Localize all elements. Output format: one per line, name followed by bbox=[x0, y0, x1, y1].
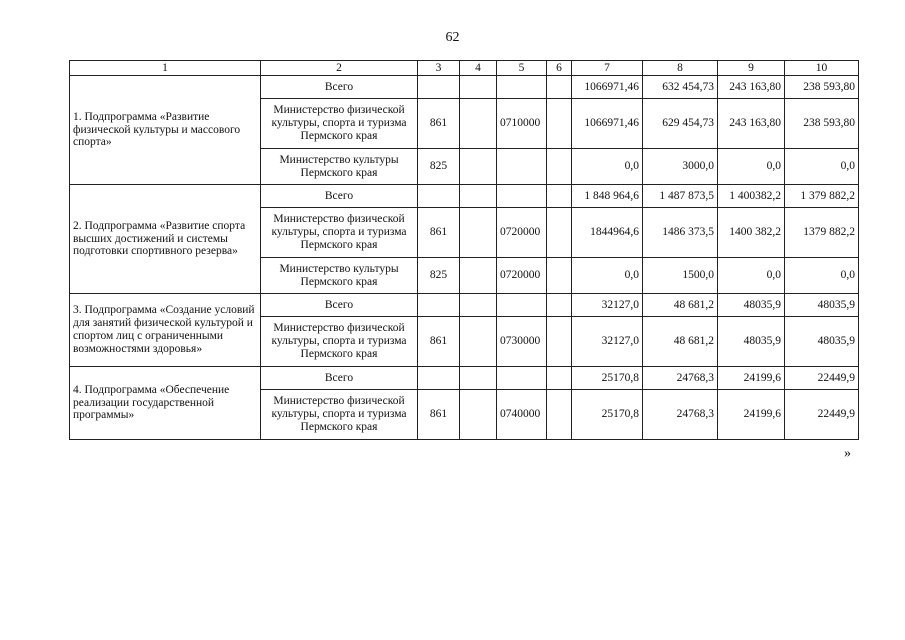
code-cell bbox=[418, 294, 460, 317]
amount-cell: 0,0 bbox=[785, 258, 859, 294]
section-cell bbox=[460, 390, 497, 440]
amount-cell: 1066971,46 bbox=[572, 99, 643, 149]
code-cell bbox=[418, 367, 460, 390]
expense-type-cell bbox=[547, 76, 572, 99]
section-cell bbox=[460, 367, 497, 390]
subprogram-name: 3. Подпрограмма «Создание условий для занятий физической культурой и спортом лиц с ограниченными возможностями здоровья» bbox=[70, 294, 261, 367]
amount-cell: 1400 382,2 bbox=[718, 208, 785, 258]
amount-cell: 1 848 964,6 bbox=[572, 185, 643, 208]
target-article-cell bbox=[497, 76, 547, 99]
amount-cell: 1 487 873,5 bbox=[643, 185, 718, 208]
executor-cell: Всего bbox=[261, 294, 418, 317]
code-cell: 825 bbox=[418, 149, 460, 185]
expense-type-cell bbox=[547, 208, 572, 258]
section-cell bbox=[460, 317, 497, 367]
amount-cell: 0,0 bbox=[572, 149, 643, 185]
code-cell: 861 bbox=[418, 390, 460, 440]
header-cell: 6 bbox=[547, 61, 572, 76]
amount-cell: 1844964,6 bbox=[572, 208, 643, 258]
amount-cell: 1500,0 bbox=[643, 258, 718, 294]
header-cell: 4 bbox=[460, 61, 497, 76]
amount-cell: 22449,9 bbox=[785, 390, 859, 440]
expense-type-cell bbox=[547, 367, 572, 390]
table-row bbox=[70, 185, 859, 208]
executor-cell: Всего bbox=[261, 76, 418, 99]
amount-cell: 24768,3 bbox=[643, 390, 718, 440]
budget-table bbox=[69, 60, 859, 440]
amount-cell: 24199,6 bbox=[718, 390, 785, 440]
amount-cell: 3000,0 bbox=[643, 149, 718, 185]
page-number: 62 bbox=[445, 30, 460, 45]
section-cell bbox=[460, 149, 497, 185]
target-article-cell bbox=[497, 367, 547, 390]
amount-cell: 25170,8 bbox=[572, 367, 643, 390]
subprogram-name: 1. Подпрограмма «Развитие физической культуры и массового спорта» bbox=[70, 76, 261, 185]
subprogram-name: 2. Подпрограмма «Развитие спорта высших достижений и системы подготовки спортивного резерва» bbox=[70, 185, 261, 294]
executor-cell: Министерство физической культуры, спорта и туризма Пермского края bbox=[261, 208, 418, 258]
section-cell bbox=[460, 258, 497, 294]
amount-cell: 0,0 bbox=[785, 149, 859, 185]
executor-cell: Всего bbox=[261, 185, 418, 208]
code-cell: 861 bbox=[418, 317, 460, 367]
target-article-cell bbox=[497, 149, 547, 185]
target-article-cell: 0740000 bbox=[497, 390, 547, 440]
executor-cell: Министерство физической культуры, спорта и туризма Пермского края bbox=[261, 317, 418, 367]
amount-cell: 238 593,80 bbox=[785, 76, 859, 99]
amount-cell: 24768,3 bbox=[643, 367, 718, 390]
code-cell: 861 bbox=[418, 99, 460, 149]
expense-type-cell bbox=[547, 149, 572, 185]
table-row bbox=[70, 76, 859, 99]
expense-type-cell bbox=[547, 185, 572, 208]
executor-cell: Министерство физической культуры, спорта и туризма Пермского края bbox=[261, 390, 418, 440]
amount-cell: 48035,9 bbox=[785, 317, 859, 367]
section-cell bbox=[460, 208, 497, 258]
amount-cell: 48035,9 bbox=[718, 317, 785, 367]
expense-type-cell bbox=[547, 258, 572, 294]
amount-cell: 1379 882,2 bbox=[785, 208, 859, 258]
expense-type-cell bbox=[547, 99, 572, 149]
executor-cell: Всего bbox=[261, 367, 418, 390]
amount-cell: 32127,0 bbox=[572, 317, 643, 367]
section-cell bbox=[460, 76, 497, 99]
header-cell: 9 bbox=[718, 61, 785, 76]
table-body bbox=[70, 61, 859, 440]
header-row bbox=[70, 61, 859, 76]
amount-cell: 48035,9 bbox=[785, 294, 859, 317]
target-article-cell: 0720000 bbox=[497, 258, 547, 294]
closing-quote: » bbox=[844, 446, 851, 461]
header-cell: 7 bbox=[572, 61, 643, 76]
code-cell: 861 bbox=[418, 208, 460, 258]
header-cell: 5 bbox=[497, 61, 547, 76]
table-row bbox=[70, 294, 859, 317]
amount-cell: 48035,9 bbox=[718, 294, 785, 317]
amount-cell: 1066971,46 bbox=[572, 76, 643, 99]
amount-cell: 22449,9 bbox=[785, 367, 859, 390]
target-article-cell: 0720000 bbox=[497, 208, 547, 258]
amount-cell: 32127,0 bbox=[572, 294, 643, 317]
amount-cell: 632 454,73 bbox=[643, 76, 718, 99]
amount-cell: 0,0 bbox=[718, 258, 785, 294]
amount-cell: 1 400382,2 bbox=[718, 185, 785, 208]
amount-cell: 25170,8 bbox=[572, 390, 643, 440]
expense-type-cell bbox=[547, 317, 572, 367]
target-article-cell: 0730000 bbox=[497, 317, 547, 367]
target-article-cell bbox=[497, 185, 547, 208]
executor-cell: Министерство культуры Пермского края bbox=[261, 149, 418, 185]
code-cell bbox=[418, 76, 460, 99]
amount-cell: 1486 373,5 bbox=[643, 208, 718, 258]
expense-type-cell bbox=[547, 390, 572, 440]
amount-cell: 48 681,2 bbox=[643, 294, 718, 317]
amount-cell: 1 379 882,2 bbox=[785, 185, 859, 208]
target-article-cell: 0710000 bbox=[497, 99, 547, 149]
amount-cell: 243 163,80 bbox=[718, 76, 785, 99]
target-article-cell bbox=[497, 294, 547, 317]
amount-cell: 243 163,80 bbox=[718, 99, 785, 149]
section-cell bbox=[460, 185, 497, 208]
header-cell: 10 bbox=[785, 61, 859, 76]
expense-type-cell bbox=[547, 294, 572, 317]
table-row bbox=[70, 367, 859, 390]
header-cell: 8 bbox=[643, 61, 718, 76]
amount-cell: 0,0 bbox=[718, 149, 785, 185]
executor-cell: Министерство физической культуры, спорта и туризма Пермского края bbox=[261, 99, 418, 149]
code-cell bbox=[418, 185, 460, 208]
amount-cell: 0,0 bbox=[572, 258, 643, 294]
code-cell: 825 bbox=[418, 258, 460, 294]
amount-cell: 238 593,80 bbox=[785, 99, 859, 149]
section-cell bbox=[460, 294, 497, 317]
section-cell bbox=[460, 99, 497, 149]
amount-cell: 629 454,73 bbox=[643, 99, 718, 149]
subprogram-name: 4. Подпрограмма «Обеспечение реализации государственной программы» bbox=[70, 367, 261, 440]
executor-cell: Министерство культуры Пермского края bbox=[261, 258, 418, 294]
header-cell: 2 bbox=[261, 61, 418, 76]
header-cell: 3 bbox=[418, 61, 460, 76]
amount-cell: 24199,6 bbox=[718, 367, 785, 390]
amount-cell: 48 681,2 bbox=[643, 317, 718, 367]
header-cell: 1 bbox=[70, 61, 261, 76]
